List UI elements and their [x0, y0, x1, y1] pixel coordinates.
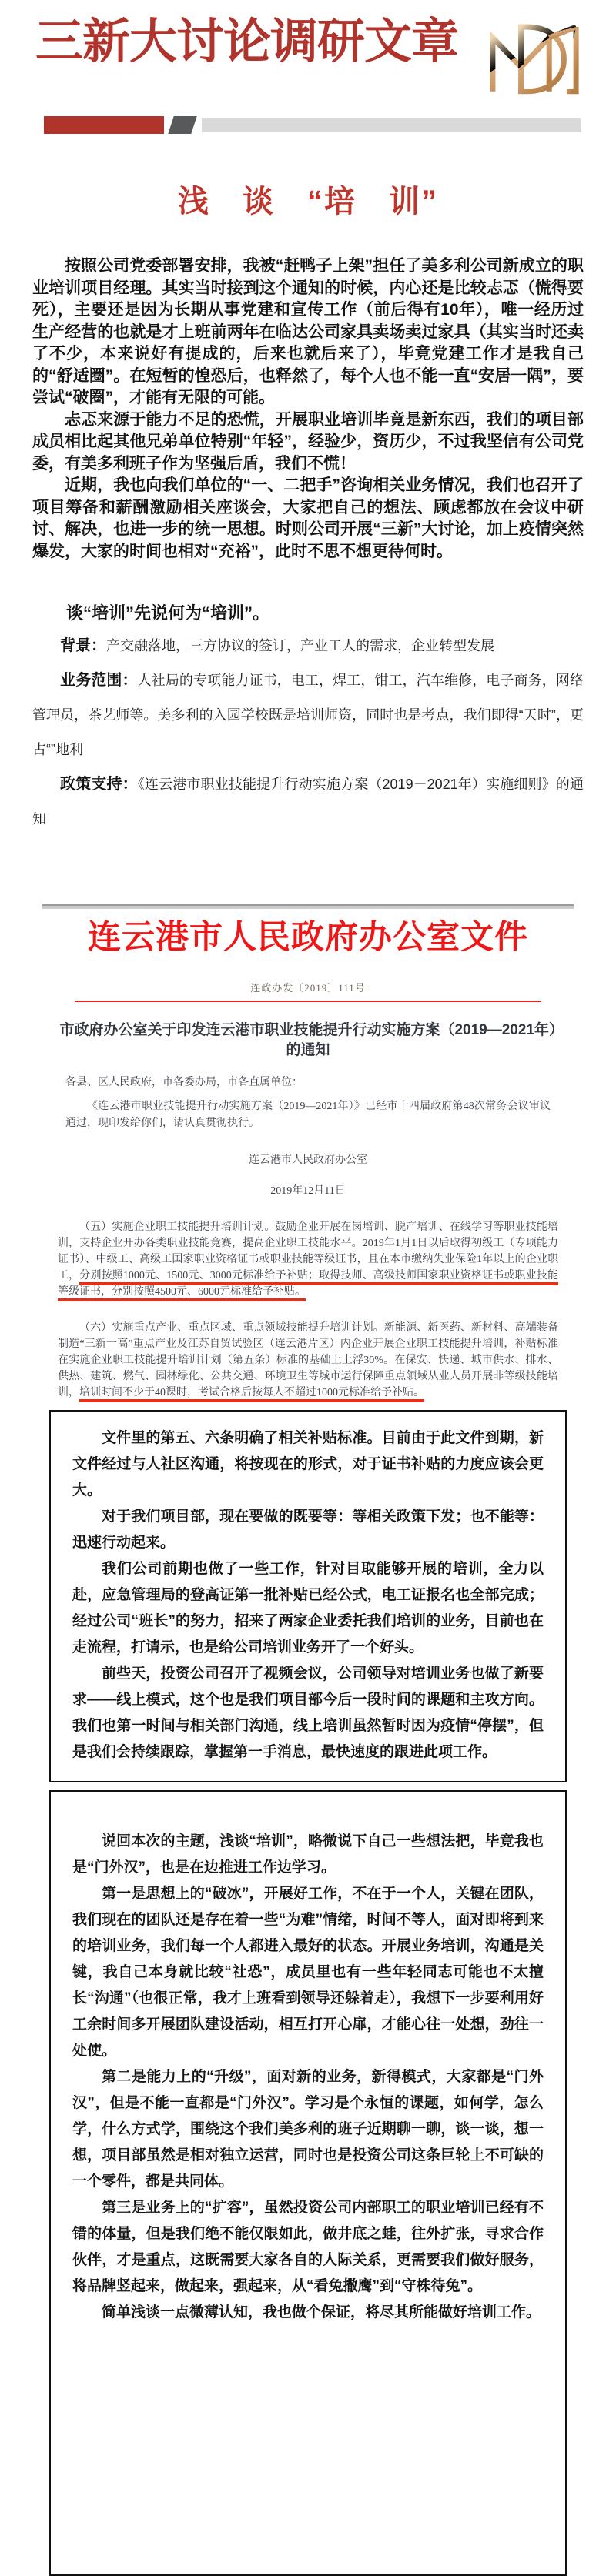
doc-masthead: 连云港市人民政府办公室文件 [88, 920, 528, 956]
article-paragraph: 忐忑来源于能力不足的恐慌，开展职业培训毕竟是新东西，我们的项目部成员相比起其他兄弟单位特别“年轻”，经验少，资历少，不过我坚信有公司党委，有美多利班子作为坚强后盾，我们不慌！ [32, 410, 584, 473]
section-heading: 谈“培训”先说何为“培训”。 [66, 603, 270, 623]
article-paragraph: 近期，我也向我们单位的“一、二把手”咨询相关业务情况，我们也召开了项目筹备和薪酬激励相关座谈会，大家把自己的想法、顾虑都放在会议中研讨、解决，也进一步的统一思想。时则公司开展“三新”大讨论，加上疫情突然爆发，大家的时间也相对“充裕”，此时不思不想更待何时。 [32, 476, 584, 560]
info-text: 《连云港市职业技能提升行动实施方案（2019－2021年）实施细则》的通知 [32, 777, 584, 827]
note-paragraph: 前些天，投资公司召开了视频会议，公司领导对培训业务也做了新要求——线上模式，这个也是我们项目部今后一段时间的课题和主攻方向。我们也第一时间与相关部门沟通，线上培训虽然暂时因为疫情“停摆”，但是我们会持续跟踪，掌握第一手消息，最快速度的跟进此项工作。 [72, 1666, 544, 1760]
note-box-2 [49, 1790, 567, 2576]
article-paragraph: 按照公司党委部署安排，我被“赶鸭子上架”担任了美多利公司新成立的职业培训项目经理。其实当时接到这个通知的时候，内心还是比较忐忑（慌得要死），主要还是因为长期从事党建和宣传工作（前后得有10年），唯一经历过生产经营的也就是才上班前两年在临达公司家具卖场卖过家具（其实当时还卖了不少，本来说好有提成的，后来也就后来了），毕竟党建工作才是我自己的“舒适圈”。在短暂的惶恐后，也释然了，每个人也不能一直“安居一隅”，要尝试“破圈”，才能有无限的可能。 [32, 257, 584, 406]
note-paragraph: 文件里的第五、六条明确了相关补贴标准。目前由于此文件到期，新文件经过与人社区沟通，将按现在的形式，对于证书补贴的力度应该会更大。 [72, 1430, 544, 1498]
info-label: 背景： [60, 637, 106, 654]
page-banner [0, 0, 616, 137]
info-item-policy-support [32, 767, 584, 837]
note-paragraph: 简单浅谈一点微薄认知，我也做个保证，将尽其所能做好培训工作。 [102, 2304, 541, 2320]
info-item-business-scope [32, 663, 584, 767]
md-logo-icon [484, 22, 585, 95]
doc-clause-5 [58, 1219, 558, 1300]
red-underline-highlight: 分别按照1000元、1500元、3000元标准给予补贴；取得技师、高级技师国家职业资格证书或职业技能等级证书，分别按照4500元、6000元标准给予补贴。 [58, 1270, 558, 1301]
banner-title: 三新大讨论调研文章 [35, 15, 459, 68]
note-paragraph: 第一是思想上的“破冰”，开展好工作，不在于一个人，关键在团队，我们现在的团队还是存在着一些“为难”情绪，时间不等人，面对即将到来的培训业务，我们每一个人都进入最好的状态。开展业务培训，沟通是关键，我自己本身就比较“社恐”，成员里也有一些年轻同志可能也不太擅长“沟通”（也很正常，我才上班看到领导还躲着走），我想下一步要利用好工余时间多开展团队建设活动，相互打开心扉，才能心往一处想，劲往一处使。 [72, 1886, 544, 2059]
note-box-1 [49, 1410, 567, 1782]
note-box-2-content [72, 1829, 544, 2559]
doc-issuer: 连云港市人民政府办公室 [249, 1154, 367, 1166]
government-document [0, 917, 616, 1401]
info-text: 人社局的专项能力证书，电工，焊工，钳工，汽车维修，电子商务，网络管理员，茶艺师等。美多利的入园学校既是培训师资，同时也是考点，我们即得“天时”，更占“”地利 [32, 673, 584, 757]
info-label: 政策支持： [60, 776, 138, 793]
section-divider [42, 904, 574, 909]
decor-bar [44, 116, 581, 134]
article-title: 浅 谈 “培 训” [178, 185, 438, 219]
clause-text: （六）实施重点产业、重点区域、重点领域技能提升培训计划。新能源、新医药、新材料、高端装备制造“三新一高”重点产业及江苏自贸试验区（连云港片区）内企业开展企业职工技能提升培训，补贴标准在实施企业职工技能提升培训计划（第五条）标准的基础上上浮30%。在保安、快递、城市供水、排水、供热、建筑、燃气、园林绿化、公共交通、环境卫生等城市运行保障重点领域从业人员开展非等级技能培训， [58, 1322, 558, 1398]
note-paragraph: 说回本次的主题，浅谈“培训”，略微说下自己一些想法把，毕竟我也是“门外汉”，也是在边推进工作边学习。 [72, 1833, 544, 1876]
note-paragraph: 第三是业务上的“扩容”，虽然投资公司内部职工的职业培训已经有不错的体量，但是我们绝不能仅限如此，做井底之蛙，往外扩张，寻求合作伙伴，才是重点，这既需要大家各自的人际关系，更需要我们做好服务，将品牌竖起来，做起来，强起来，从“看兔撒鹰”到“守株待兔”。 [72, 2200, 544, 2294]
decor-gray-bar [202, 118, 581, 132]
doc-date: 2019年12月11日 [270, 1185, 346, 1197]
note-paragraph: 第二是能力上的“升级”，面对新的业务，新得模式，大家都是“门外汉”，但是不能一直都是“门外汉”。学习是个永恒的课题，如何学，怎么学，什么方式学，围绕这个我们美多利的班子近期聊一聊，谈一谈，想一想，项目部虽然是相对独立运营，同时也是投资公司这条巨轮上不可缺的一个零件，都是共同体。 [72, 2069, 544, 2190]
clause-text: （五）实施企业职工技能提升培训计划。鼓励企业开展在岗培训、脱产培训、在线学习等职业技能培训，支持企业开办各类职业技能竞赛，提高企业职工技能水平。2019年1月1日以后取得初级工（专项能力证书）、中级工、高级工国家职业资格证书或职业技能等级证书，且在本市缴纳失业保险1年以上的企业职工， [58, 1221, 558, 1281]
article-body [32, 256, 584, 563]
info-text: 产交融落地，三方协议的签订，产业工人的需求，企业转型发展 [106, 638, 494, 653]
doc-notice-title: 市政府办公室关于印发连云港市职业技能提升行动实施方案（2019—2021年）的通知 [59, 1022, 557, 1058]
training-intro-section [32, 598, 584, 837]
doc-number: 连政办发〔2019〕111号 [250, 982, 366, 994]
decor-dark-parallelogram [168, 116, 196, 134]
doc-body-paragraph: 《连云港市职业技能提升行动实施方案（2019—2021年）》已经市十四届政府第48次常务会议审议通过，现印发给你们，请认真贯彻执行。 [65, 1101, 551, 1129]
note-paragraph: 对于我们项目部，现在要做的既要等：等相关政策下发；也不能等：迅速行动起来。 [72, 1509, 544, 1551]
doc-addressee: 各县、区人民政府，市各委办局，市各直属单位： [65, 1077, 303, 1088]
doc-clause-6 [58, 1320, 558, 1401]
decor-red-bar [44, 116, 164, 134]
doc-red-rule [75, 1001, 541, 1002]
info-label: 业务范围： [60, 672, 138, 689]
red-underline-highlight: 培训时间不少于40课时，考试合格后按每人不超过1000元标准给予补贴。 [79, 1387, 424, 1402]
info-item-background [32, 629, 584, 663]
note-paragraph: 我们公司前期也做了一些工作，针对目取能够开展的培训，全力以赴，应急管理局的登高证第一批补贴已经公式，电工证报名也全部完成；经过公司“班长”的努力，招来了两家企业委托我们培训的业务，目前也在走流程，打请示，也是给公司培训业务开了一个好头。 [72, 1561, 544, 1656]
